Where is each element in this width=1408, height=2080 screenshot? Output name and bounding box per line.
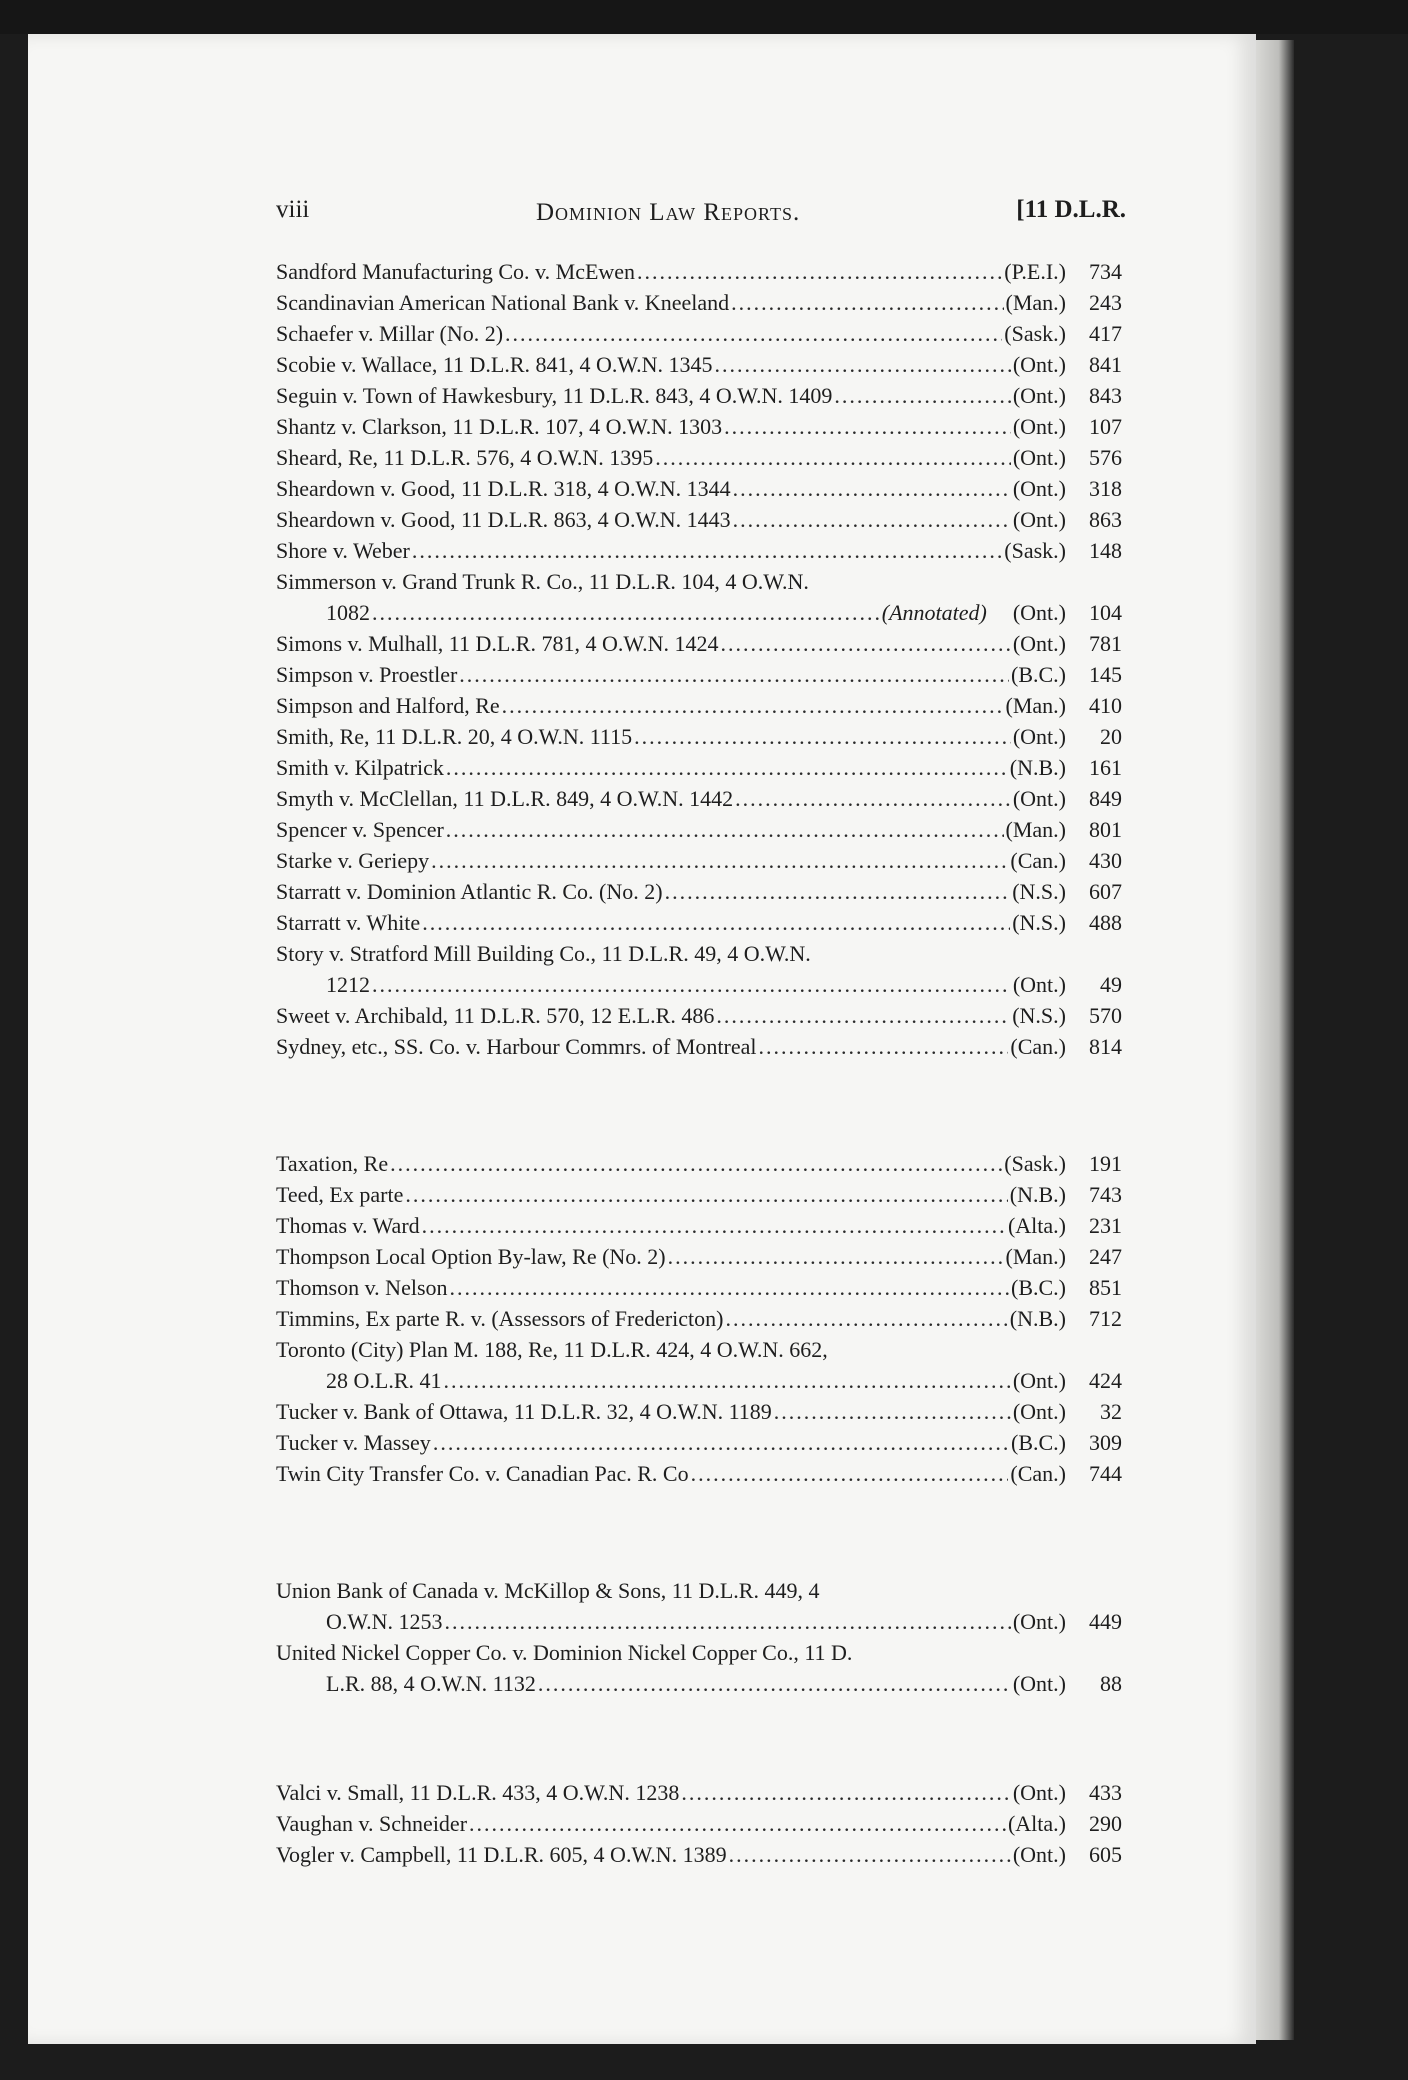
case-line (276, 1000, 1122, 1031)
case-name: Scandinavian American National Bank v. Kneeland (276, 290, 730, 315)
jurisdiction: (Man.) (1005, 1244, 1066, 1269)
jurisdiction: (Can.) (1010, 1461, 1066, 1486)
jurisdiction: (N.B.) (1009, 755, 1066, 780)
letter-section (276, 256, 1122, 1062)
jurisdiction: (Ont.) (1012, 1842, 1066, 1867)
jurisdiction: (B.C.) (1011, 1430, 1066, 1455)
case-name: Tucker v. Massey (276, 1430, 431, 1455)
case-name: Thompson Local Option By-law, Re (No. 2) (276, 1244, 666, 1269)
case-entry (276, 783, 1122, 814)
case-line (276, 752, 1122, 783)
case-line (276, 721, 1122, 752)
case-entry (276, 721, 1122, 752)
jurisdiction: (N.S.) (1012, 879, 1066, 904)
case-entry (276, 845, 1122, 876)
page-reference: 417 (1089, 321, 1122, 346)
page-reference: 801 (1089, 817, 1122, 842)
section-gap (276, 1062, 1122, 1148)
case-name: Seguin v. Town of Hawkesbury, 11 D.L.R. 843, 4 O.W.N. 1409 (276, 383, 833, 408)
case-entry (276, 318, 1122, 349)
jurisdiction: (Ont.) (1012, 1368, 1066, 1393)
case-line (276, 256, 1122, 287)
case-entry (276, 535, 1122, 566)
case-entry (276, 256, 1122, 287)
case-line (276, 845, 1122, 876)
case-line (276, 349, 1122, 380)
page-reference: 191 (1089, 1151, 1122, 1176)
dot-leader (390, 1148, 1002, 1179)
case-entry (276, 411, 1122, 442)
jurisdiction: (Sask.) (1004, 1151, 1066, 1176)
jurisdiction: (N.S.) (1012, 1003, 1066, 1028)
case-line (276, 1396, 1122, 1427)
jurisdiction: (Man.) (1005, 817, 1066, 842)
dot-leader (422, 907, 1010, 938)
dot-leader (469, 1808, 1006, 1839)
case-entry (276, 1241, 1122, 1272)
case-line (276, 814, 1122, 845)
case-line (276, 876, 1122, 907)
jurisdiction: (Man.) (1005, 693, 1066, 718)
case-name: Schaefer v. Millar (No. 2) (276, 321, 504, 346)
case-name: Timmins, Ex parte R. v. (Assessors of Fredericton) (276, 1306, 724, 1331)
dot-leader (715, 349, 1011, 380)
case-name: Smyth v. McClellan, 11 D.L.R. 849, 4 O.W.N. 1442 (276, 786, 734, 811)
case-line (276, 1179, 1122, 1210)
case-name: 1082 (326, 600, 370, 625)
case-name: Simmerson v. Grand Trunk R. Co., 11 D.L.R. 104, 4 O.W.N. (276, 569, 809, 594)
jurisdiction: (B.C.) (1011, 1275, 1066, 1300)
case-entry (276, 1427, 1122, 1458)
case-name: Teed, Ex parte (276, 1182, 404, 1207)
case-name: Twin City Transfer Co. v. Canadian Pac. R. Co (276, 1461, 689, 1486)
case-name: Toronto (City) Plan M. 188, Re, 11 D.L.R. 424, 4 O.W.N. 662, (276, 1337, 828, 1362)
case-entry (276, 442, 1122, 473)
case-name: Valci v. Small, 11 D.L.R. 433, 4 O.W.N. 1238 (276, 1780, 680, 1805)
dot-leader (433, 1427, 1009, 1458)
case-line (276, 597, 1122, 628)
page-reference: 410 (1089, 693, 1122, 718)
page-reference: 863 (1089, 507, 1122, 532)
case-line (276, 566, 1122, 597)
dot-leader (412, 535, 1002, 566)
case-entry (276, 1272, 1122, 1303)
case-entry (276, 1396, 1122, 1427)
case-line (276, 1777, 1122, 1808)
jurisdiction: (Can.) (1010, 1034, 1066, 1059)
dot-leader (502, 690, 1004, 721)
dot-leader (459, 659, 1009, 690)
dot-leader (422, 1210, 1006, 1241)
scan-top-border (0, 0, 1408, 34)
case-entry (276, 752, 1122, 783)
page-reference: 607 (1089, 879, 1122, 904)
case-name: Story v. Stratford Mill Building Co., 11 D.L.R. 49, 4 O.W.N. (276, 941, 811, 966)
dot-leader (665, 876, 1011, 907)
page-reference: 424 (1089, 1368, 1122, 1393)
case-line (276, 473, 1122, 504)
case-line (276, 1637, 1122, 1668)
case-line (276, 287, 1122, 318)
jurisdiction: (Ont.) (1012, 972, 1066, 997)
jurisdiction: (Ont.) (1012, 445, 1066, 470)
page-reference: 841 (1089, 352, 1122, 377)
page-reference: 570 (1089, 1003, 1122, 1028)
case-line (276, 1808, 1122, 1839)
jurisdiction: (Ont.) (1012, 724, 1066, 749)
jurisdiction: (Ont.) (1012, 352, 1066, 377)
case-line (276, 1334, 1122, 1365)
case-entry (276, 659, 1122, 690)
page-reference: 231 (1089, 1213, 1122, 1238)
dot-leader (774, 1396, 1011, 1427)
dot-leader (759, 1031, 1009, 1062)
case-entry (276, 1179, 1122, 1210)
jurisdiction: (Ont.) (1012, 786, 1066, 811)
jurisdiction: (Ont.) (1012, 631, 1066, 656)
page-reference: 744 (1089, 1461, 1122, 1486)
page-reference: 49 (1100, 972, 1122, 997)
case-name: Sydney, etc., SS. Co. v. Harbour Commrs. of Montreal (276, 1034, 757, 1059)
dot-leader (724, 411, 1011, 442)
case-entry (276, 1303, 1122, 1334)
case-name: Simpson v. Proestler (276, 662, 458, 687)
page-reference: 145 (1089, 662, 1122, 687)
jurisdiction: (Sask.) (1004, 538, 1066, 563)
case-name: O.W.N. 1253 (326, 1609, 443, 1634)
page-reference: 449 (1089, 1609, 1122, 1634)
page-reference: 32 (1100, 1399, 1122, 1424)
case-name: Vogler v. Campbell, 11 D.L.R. 605, 4 O.W.N. 1389 (276, 1842, 727, 1867)
jurisdiction: (Ont.) (1012, 507, 1066, 532)
page-reference: 318 (1089, 476, 1122, 501)
case-name: Tucker v. Bank of Ottawa, 11 D.L.R. 32, 4 O.W.N. 1189 (276, 1399, 772, 1424)
jurisdiction: (Ont.) (1012, 414, 1066, 439)
case-line (276, 1148, 1122, 1179)
page-reference: 247 (1089, 1244, 1122, 1269)
page-reference: 20 (1100, 724, 1122, 749)
case-name: Thomson v. Nelson (276, 1275, 448, 1300)
jurisdiction: (Ont.) (1012, 1609, 1066, 1634)
case-name: Shore v. Weber (276, 538, 410, 563)
case-entry (276, 876, 1122, 907)
table-of-cases (276, 256, 1122, 1870)
case-line (276, 1606, 1122, 1637)
page-reference: 488 (1089, 910, 1122, 935)
dot-leader (726, 1303, 1008, 1334)
case-entry (276, 938, 1122, 1000)
case-line (276, 1241, 1122, 1272)
jurisdiction: (Can.) (1010, 848, 1066, 873)
case-name: Starke v. Geriepy (276, 848, 430, 873)
case-entry (276, 473, 1122, 504)
case-name: Scobie v. Wallace, 11 D.L.R. 841, 4 O.W.N. 1345 (276, 352, 713, 377)
case-line (276, 1272, 1122, 1303)
page-reference: 243 (1089, 290, 1122, 315)
case-line (276, 1458, 1122, 1489)
page-reference: 161 (1089, 755, 1122, 780)
case-name: Simpson and Halford, Re (276, 693, 500, 718)
page-reference: 743 (1089, 1182, 1122, 1207)
case-line (276, 411, 1122, 442)
jurisdiction: (Alta.) (1007, 1811, 1066, 1836)
case-line (276, 783, 1122, 814)
page-edge-shadow (1256, 40, 1294, 2040)
case-entry (276, 566, 1122, 628)
jurisdiction: (Alta.) (1007, 1213, 1066, 1238)
page-reference: 712 (1089, 1306, 1122, 1331)
jurisdiction: (N.S.) (1012, 910, 1066, 935)
jurisdiction: (Ont.) (1012, 1671, 1066, 1696)
case-name: Thomas v. Ward (276, 1213, 420, 1238)
dot-leader (681, 1777, 1011, 1808)
case-entry (276, 628, 1122, 659)
jurisdiction: (Ont.) (1012, 476, 1066, 501)
case-entry (276, 1000, 1122, 1031)
case-line (276, 442, 1122, 473)
case-name: Smith v. Kilpatrick (276, 755, 444, 780)
dot-leader (729, 1839, 1011, 1870)
case-line (276, 318, 1122, 349)
case-line (276, 1365, 1122, 1396)
case-entry (276, 1210, 1122, 1241)
case-line (276, 1031, 1122, 1062)
dot-leader (450, 1272, 1009, 1303)
dot-leader (720, 628, 1010, 659)
case-name: United Nickel Copper Co. v. Dominion Nickel Copper Co., 11 D. (276, 1640, 853, 1665)
dot-leader (733, 473, 1011, 504)
volume-label: [11 D.L.R. (1016, 196, 1126, 223)
page-reference: 851 (1089, 1275, 1122, 1300)
page-reference: 104 (1089, 600, 1122, 625)
case-entry (276, 380, 1122, 411)
jurisdiction: (Ont.) (1012, 1780, 1066, 1805)
jurisdiction: (N.B.) (1009, 1182, 1066, 1207)
dot-leader (735, 783, 1011, 814)
dot-leader (731, 287, 1003, 318)
running-title: Dominion Law Reports. (536, 199, 801, 226)
dot-leader (733, 504, 1011, 535)
dot-leader (444, 1365, 1011, 1396)
letter-section (276, 1575, 1122, 1699)
jurisdiction: (Ont.) (1012, 1399, 1066, 1424)
case-line (276, 1303, 1122, 1334)
case-entry (276, 1575, 1122, 1637)
jurisdiction: (B.C.) (1011, 662, 1066, 687)
page-reference: 781 (1089, 631, 1122, 656)
page-reference: 734 (1089, 259, 1122, 284)
page-reference: 433 (1089, 1780, 1122, 1805)
jurisdiction: (Ont.) (1012, 600, 1066, 625)
section-gap (276, 1699, 1122, 1777)
case-name: Sandford Manufacturing Co. v. McEwen (276, 259, 636, 284)
case-name: Starratt v. White (276, 910, 421, 935)
jurisdiction: (Sask.) (1004, 321, 1066, 346)
case-name: Vaughan v. Schneider (276, 1811, 468, 1836)
case-line (276, 1210, 1122, 1241)
case-entry (276, 1808, 1122, 1839)
dot-leader (634, 721, 1011, 752)
page-reference: 148 (1089, 538, 1122, 563)
page-reference: 843 (1089, 383, 1122, 408)
page-reference: 88 (1100, 1671, 1122, 1696)
case-name: Sheardown v. Good, 11 D.L.R. 863, 4 O.W.N. 1443 (276, 507, 731, 532)
case-name: Starratt v. Dominion Atlantic R. Co. (No. 2) (276, 879, 663, 904)
case-line (276, 938, 1122, 969)
dot-leader (505, 318, 1002, 349)
page-reference: 605 (1089, 1842, 1122, 1867)
page-reference: 576 (1089, 445, 1122, 470)
case-name: Simons v. Mulhall, 11 D.L.R. 781, 4 O.W.N. 1424 (276, 631, 719, 656)
dot-leader (372, 969, 1011, 1000)
case-line (276, 535, 1122, 566)
case-line (276, 969, 1122, 1000)
case-entry (276, 1031, 1122, 1062)
jurisdiction: (Man.) (1005, 290, 1066, 315)
case-name: Taxation, Re (276, 1151, 389, 1176)
jurisdiction: (N.B.) (1009, 1306, 1066, 1331)
case-name: Sweet v. Archibald, 11 D.L.R. 570, 12 E.L.R. 486 (276, 1003, 715, 1028)
case-entry (276, 1458, 1122, 1489)
case-line (276, 504, 1122, 535)
page-header (276, 196, 1126, 236)
page-reference: 849 (1089, 786, 1122, 811)
case-name: Union Bank of Canada v. McKillop & Sons, 11 D.L.R. 449, 4 (276, 1578, 820, 1603)
page-reference: 430 (1089, 848, 1122, 873)
dot-leader (446, 814, 1004, 845)
dot-leader (538, 1668, 1011, 1699)
case-line (276, 1839, 1122, 1870)
dot-leader (405, 1179, 1007, 1210)
case-entry (276, 1148, 1122, 1179)
page-reference: 309 (1089, 1430, 1122, 1455)
case-line (276, 1427, 1122, 1458)
dot-leader (834, 380, 1010, 411)
case-name: Spencer v. Spencer (276, 817, 444, 842)
annotation-note: (Annotated) (881, 600, 987, 625)
letter-section (276, 1777, 1122, 1870)
section-gap (276, 1489, 1122, 1575)
case-name: 28 O.L.R. 41 (326, 1368, 442, 1393)
case-line (276, 907, 1122, 938)
page-reference: 290 (1089, 1811, 1122, 1836)
case-line (276, 1668, 1122, 1699)
case-entry (276, 504, 1122, 535)
jurisdiction: (P.E.I.) (1004, 259, 1066, 284)
case-name: Shantz v. Clarkson, 11 D.L.R. 107, 4 O.W.N. 1303 (276, 414, 723, 439)
dot-leader (445, 1606, 1011, 1637)
case-name: Sheardown v. Good, 11 D.L.R. 318, 4 O.W.N. 1344 (276, 476, 731, 501)
case-line (276, 628, 1122, 659)
page-reference: 814 (1089, 1034, 1122, 1059)
case-line (276, 380, 1122, 411)
case-entry (276, 1637, 1122, 1699)
case-name: Sheard, Re, 11 D.L.R. 576, 4 O.W.N. 1395 (276, 445, 654, 470)
jurisdiction: (Ont.) (1012, 383, 1066, 408)
page-reference: 107 (1089, 414, 1122, 439)
case-entry (276, 349, 1122, 380)
case-entry (276, 907, 1122, 938)
case-entry (276, 814, 1122, 845)
dot-leader (431, 845, 1008, 876)
dot-leader (655, 442, 1011, 473)
dot-leader (372, 597, 880, 628)
case-entry (276, 690, 1122, 721)
case-line (276, 690, 1122, 721)
case-entry (276, 287, 1122, 318)
case-name: Smith, Re, 11 D.L.R. 20, 4 O.W.N. 1115 (276, 724, 633, 749)
case-name: 1212 (326, 972, 370, 997)
dot-leader (691, 1458, 1009, 1489)
page-folio: viii (276, 196, 310, 223)
dot-leader (446, 752, 1008, 783)
dot-leader (637, 256, 1002, 287)
dot-leader (668, 1241, 1004, 1272)
letter-section (276, 1148, 1122, 1489)
case-entry (276, 1839, 1122, 1870)
case-entry (276, 1334, 1122, 1396)
case-line (276, 659, 1122, 690)
case-line (276, 1575, 1122, 1606)
case-entry (276, 1777, 1122, 1808)
case-name: L.R. 88, 4 O.W.N. 1132 (326, 1671, 536, 1696)
dot-leader (716, 1000, 1010, 1031)
